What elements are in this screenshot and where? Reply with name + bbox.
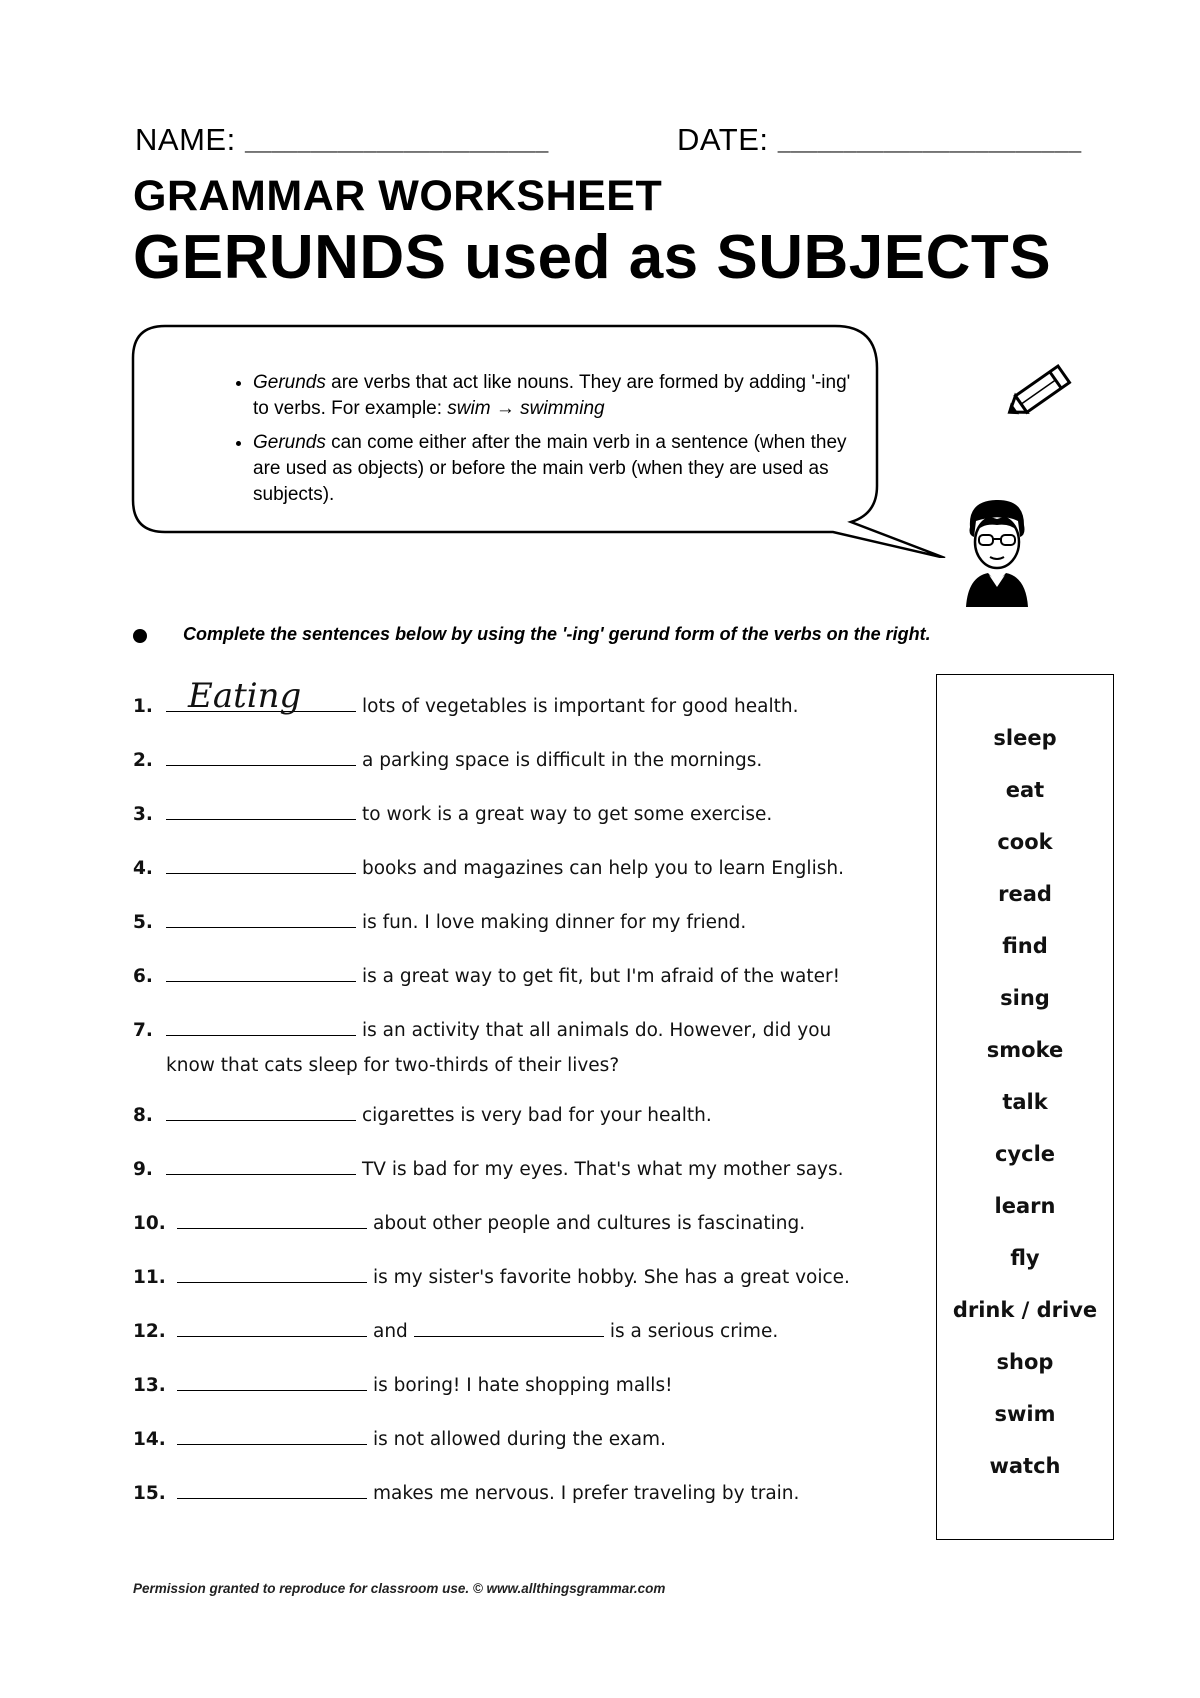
word-bank-item: fly	[1010, 1246, 1040, 1270]
sentence-6: 6. is a great way to get fit, but I'm afraid of the water!	[133, 966, 841, 987]
answer-blank-12a[interactable]	[177, 1320, 367, 1337]
teacher-icon	[962, 497, 1032, 607]
sentence-11: 11. is my sister's favorite hobby. She has a great voice.	[133, 1267, 850, 1288]
word-bank-item: sing	[1000, 986, 1050, 1010]
answer-blank-8[interactable]	[166, 1104, 356, 1121]
explanation-point-2: • Gerunds can come either after the main verb in a sentence (when they are used as objects) or before the main verb (when they are used as subjects).	[253, 430, 855, 508]
name-label: NAME:	[135, 122, 236, 157]
word-bank-item: drink / drive	[952, 1298, 1098, 1322]
answer-blank-9[interactable]	[166, 1158, 356, 1175]
instructions: Complete the sentences below by using the '-ing' gerund form of the verbs on the right.	[183, 624, 931, 644]
answer-blank-3[interactable]	[166, 803, 356, 820]
sentence-14: 14. is not allowed during the exam.	[133, 1429, 666, 1450]
name-field	[135, 122, 548, 158]
word-bank-item: sleep	[993, 726, 1057, 750]
word-bank-item: smoke	[986, 1038, 1064, 1062]
word-bank-item: read	[998, 882, 1052, 906]
name-line[interactable]: _______________________	[244, 132, 549, 157]
sentence-9: 9. TV is bad for my eyes. That's what my mother says.	[133, 1159, 844, 1180]
word-bank-item: swim	[994, 1402, 1056, 1426]
sentence-5: 5. is fun. I love making dinner for my friend.	[133, 912, 747, 933]
word-bank-item: cycle	[994, 1142, 1056, 1166]
answer-handwritten: Eating	[188, 676, 302, 716]
word-bank-item: watch	[989, 1454, 1061, 1478]
sentence-3: 3. to work is a great way to get some exercise.	[133, 804, 773, 825]
sentence-15: 15. makes me nervous. I prefer traveling by train.	[133, 1483, 800, 1504]
sentence-10: 10. about other people and cultures is fascinating.	[133, 1213, 806, 1234]
answer-blank-14[interactable]	[177, 1428, 367, 1445]
sentence-1: 1. Eating lots of vegetables is important for good health.	[133, 676, 799, 717]
word-bank-item: cook	[997, 830, 1053, 854]
answer-blank-12b[interactable]	[414, 1320, 604, 1337]
answer-blank-11[interactable]	[177, 1266, 367, 1283]
answer-blank-7[interactable]	[166, 1019, 356, 1036]
answer-blank-5[interactable]	[166, 911, 356, 928]
answer-blank-1[interactable]	[166, 676, 356, 716]
sentence-4: 4. books and magazines can help you to learn English.	[133, 858, 844, 879]
gerund-explanation	[215, 370, 855, 516]
word-bank-item: talk	[1002, 1090, 1048, 1114]
sentence-7-continued: know that cats sleep for two-thirds of their lives?	[166, 1055, 620, 1076]
instruction-bullet	[133, 629, 147, 643]
sentence-7: 7. is an activity that all animals do. However, did you	[133, 1020, 832, 1041]
answer-blank-15[interactable]	[177, 1482, 367, 1499]
word-bank-item: learn	[994, 1194, 1056, 1218]
date-line[interactable]: _______________________	[777, 132, 1082, 157]
sentence-2: 2. a parking space is difficult in the mornings.	[133, 750, 763, 771]
copyright-footer: Permission granted to reproduce for classroom use. © www.allthingsgrammar.com	[133, 1581, 666, 1596]
sentence-12: 12. and is a serious crime.	[133, 1321, 779, 1342]
answer-blank-13[interactable]	[177, 1374, 367, 1391]
word-bank-item: find	[1002, 934, 1048, 958]
word-bank-item: eat	[1005, 778, 1045, 802]
date-field	[677, 122, 1081, 158]
pencil-icon	[1003, 355, 1083, 425]
answer-blank-6[interactable]	[166, 965, 356, 982]
date-label: DATE:	[677, 122, 769, 157]
worksheet-subtitle: GERUNDS used as SUBJECTS	[133, 223, 1052, 292]
answer-blank-10[interactable]	[177, 1212, 367, 1229]
sentence-13: 13. is boring! I hate shopping malls!	[133, 1375, 673, 1396]
sentence-8: 8. cigarettes is very bad for your health.	[133, 1105, 712, 1126]
worksheet-title: GRAMMAR WORKSHEET	[133, 172, 663, 220]
answer-blank-2[interactable]	[166, 749, 356, 766]
word-bank	[936, 674, 1114, 1540]
answer-blank-4[interactable]	[166, 857, 356, 874]
word-bank-item: shop	[996, 1350, 1054, 1374]
explanation-point-1: • Gerunds are verbs that act like nouns. They are formed by adding '-ing' to verbs. For example: swim → swimming	[253, 370, 855, 422]
